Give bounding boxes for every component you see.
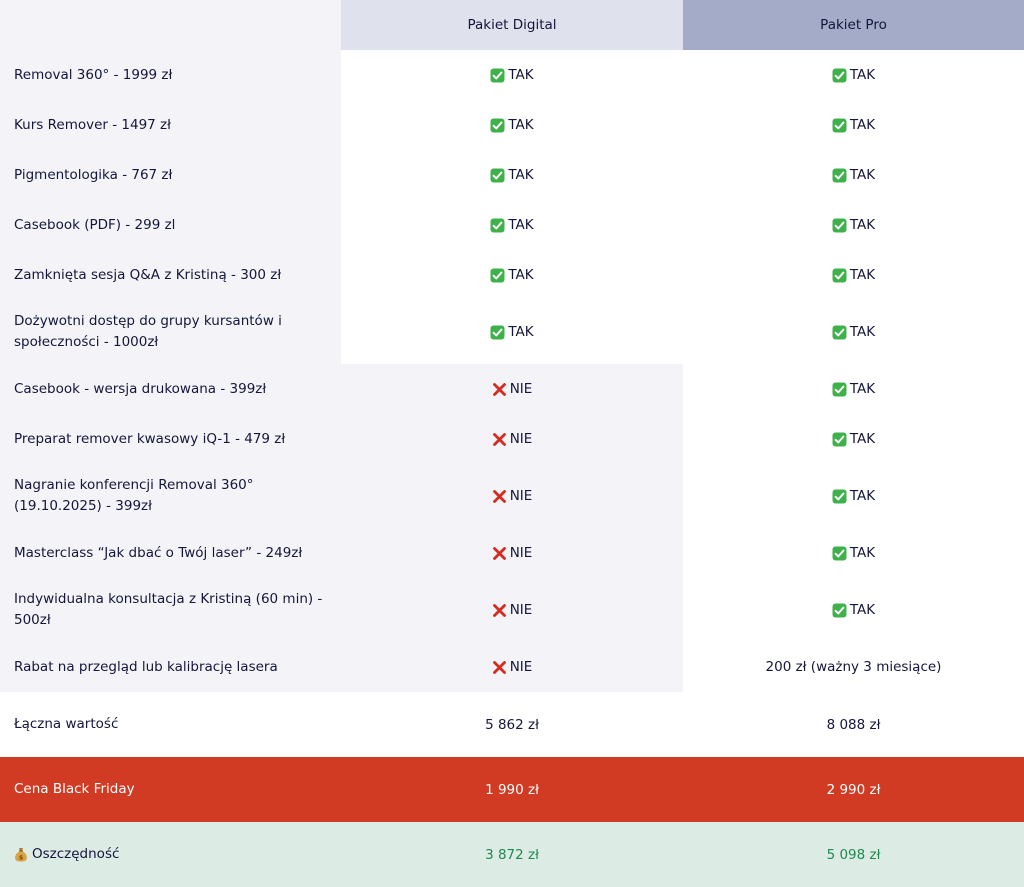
feature-label: Nagranie konferencji Removal 360° (19.10.2025) - 399zł (0, 464, 341, 528)
check-icon (832, 168, 847, 183)
total-value-row (0, 692, 1024, 757)
feature-label: Casebook - wersja drukowana - 399zł (0, 364, 341, 414)
pro-cell (683, 150, 1024, 200)
black-friday-pro-price: 2 990 zł (826, 781, 881, 798)
svg-text:$: $ (18, 853, 24, 862)
cross-icon (492, 660, 507, 675)
status-text: NIE (509, 545, 533, 561)
status-text: NIE (509, 659, 533, 675)
check-icon (832, 268, 847, 283)
black-friday-row (0, 757, 1024, 822)
feature-label: Masterclass “Jak dbać o Twój laser” - 249zł (0, 528, 341, 578)
table-row (0, 578, 1024, 642)
status-text: TAK (508, 167, 534, 183)
digital-cell (341, 642, 683, 692)
digital-cell (341, 50, 683, 100)
total-digital: 5 862 zł (485, 716, 539, 733)
status-value (490, 267, 533, 283)
savings-pro: 5 098 zł (826, 846, 881, 863)
check-icon (832, 325, 847, 340)
status-value (832, 67, 875, 83)
status-value (832, 431, 875, 447)
check-icon (832, 603, 847, 618)
table-row (0, 300, 1024, 364)
digital-cell (341, 528, 683, 578)
table-header (0, 0, 1024, 50)
status-text: NIE (509, 431, 533, 447)
status-value (832, 381, 875, 397)
feature-label: Kurs Remover - 1497 zł (0, 100, 341, 150)
feature-label: Removal 360° - 1999 zł (0, 50, 341, 100)
status-text: TAK (849, 488, 876, 504)
check-icon (490, 68, 505, 83)
table-row (0, 250, 1024, 300)
check-icon (490, 218, 505, 233)
savings-label: Oszczędność (32, 846, 120, 862)
status-text: TAK (849, 267, 876, 283)
status-text: NIE (509, 381, 533, 397)
feature-label: Dożywotni dostęp do grupy kursantów i społeczności - 1000zł (0, 300, 341, 364)
check-icon (832, 118, 847, 133)
status-text: NIE (509, 488, 533, 504)
table-row (0, 150, 1024, 200)
savings-digital: 3 872 zł (485, 846, 539, 863)
status-value (832, 167, 875, 183)
table-row (0, 414, 1024, 464)
savings-label-cell (0, 822, 341, 887)
status-value (832, 217, 875, 233)
status-value (490, 167, 533, 183)
status-text: TAK (508, 267, 534, 283)
status-value (832, 324, 875, 340)
pro-cell (683, 50, 1024, 100)
pro-cell (683, 200, 1024, 250)
cross-icon (492, 432, 507, 447)
total-pro: 8 088 zł (826, 716, 881, 733)
check-icon (490, 268, 505, 283)
pro-cell (683, 100, 1024, 150)
check-icon (832, 432, 847, 447)
check-icon (490, 325, 505, 340)
check-icon (832, 489, 847, 504)
pro-cell (683, 528, 1024, 578)
pro-cell (683, 642, 1024, 692)
table-row (0, 464, 1024, 528)
check-icon (490, 118, 505, 133)
digital-cell (341, 578, 683, 642)
table-row (0, 50, 1024, 100)
pro-cell (683, 250, 1024, 300)
money-bag-icon (14, 847, 28, 862)
black-friday-digital-price: 1 990 zł (485, 781, 539, 798)
status-value (492, 659, 533, 675)
cross-icon (492, 603, 507, 618)
check-icon (490, 168, 505, 183)
check-icon (832, 382, 847, 397)
status-value (490, 67, 533, 83)
cross-icon (492, 489, 507, 504)
status-value (832, 267, 875, 283)
header-pakiet-digital: Pakiet Digital (341, 0, 683, 50)
digital-cell (341, 464, 683, 528)
status-text: TAK (849, 324, 876, 340)
check-icon (832, 546, 847, 561)
status-text: TAK (849, 545, 876, 561)
status-value (492, 488, 533, 504)
savings-row (0, 822, 1024, 887)
digital-cell (341, 364, 683, 414)
status-text: 200 zł (ważny 3 miesiące) (765, 659, 942, 675)
digital-cell (341, 414, 683, 464)
table-row (0, 642, 1024, 692)
status-text: TAK (849, 431, 876, 447)
status-text: NIE (509, 602, 533, 618)
status-value (490, 117, 533, 133)
check-icon (832, 218, 847, 233)
status-value (490, 217, 533, 233)
status-text: TAK (849, 381, 876, 397)
digital-cell (341, 200, 683, 250)
feature-label: Casebook (PDF) - 299 zl (0, 200, 341, 250)
status-text: TAK (849, 117, 876, 133)
black-friday-label: Cena Black Friday (14, 781, 135, 797)
pro-cell (683, 364, 1024, 414)
total-label: Łączna wartość (14, 716, 119, 732)
status-text: TAK (508, 117, 534, 133)
status-value (490, 324, 533, 340)
status-value (492, 431, 533, 447)
status-value (832, 488, 875, 504)
status-text: TAK (849, 217, 876, 233)
digital-cell (341, 150, 683, 200)
digital-cell (341, 300, 683, 364)
digital-cell (341, 250, 683, 300)
status-value (766, 659, 942, 675)
pro-cell (683, 578, 1024, 642)
status-text: TAK (849, 167, 876, 183)
feature-label: Indywidualna konsultacja z Kristiną (60 min) - 500zł (0, 578, 341, 642)
pro-cell (683, 464, 1024, 528)
pro-cell (683, 414, 1024, 464)
status-value (832, 602, 875, 618)
status-value (492, 545, 533, 561)
header-pakiet-pro: Pakiet Pro (683, 0, 1024, 50)
digital-cell (341, 100, 683, 150)
status-text: TAK (508, 67, 534, 83)
cross-icon (492, 382, 507, 397)
table-row (0, 100, 1024, 150)
header-empty-cell (0, 0, 341, 50)
pro-cell (683, 300, 1024, 364)
check-icon (832, 68, 847, 83)
status-text: TAK (849, 602, 876, 618)
feature-label: Rabat na przegląd lub kalibrację lasera (0, 642, 341, 692)
status-text: TAK (849, 67, 876, 83)
table-row (0, 200, 1024, 250)
status-text: TAK (508, 217, 534, 233)
feature-label: Pigmentologika - 767 zł (0, 150, 341, 200)
table-row (0, 528, 1024, 578)
status-text: TAK (508, 324, 534, 340)
feature-label: Zamknięta sesja Q&A z Kristiną - 300 zł (0, 250, 341, 300)
status-value (492, 602, 533, 618)
status-value (832, 545, 875, 561)
cross-icon (492, 546, 507, 561)
status-value (492, 381, 533, 397)
table-row (0, 364, 1024, 414)
status-value (832, 117, 875, 133)
feature-label: Preparat remover kwasowy iQ-1 - 479 zł (0, 414, 341, 464)
